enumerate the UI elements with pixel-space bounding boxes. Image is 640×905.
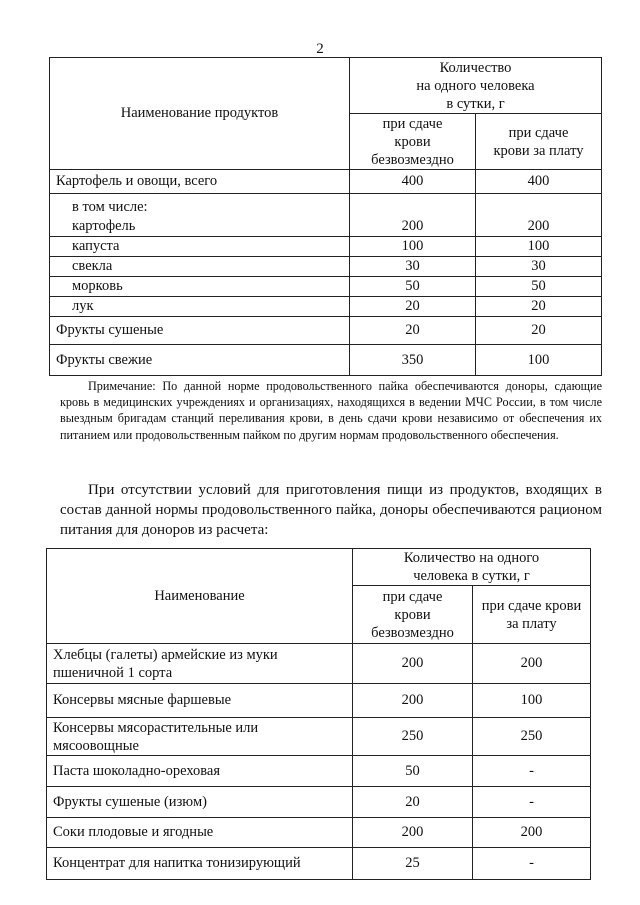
product-name: Фрукты свежие — [50, 345, 350, 376]
paid-value: 20 — [476, 296, 601, 316]
product-name: Соки плодовые и ягодные — [47, 818, 353, 848]
table-row — [50, 345, 602, 376]
paid-value: 100 — [476, 236, 601, 256]
free-value: 30 — [350, 256, 475, 276]
paid-value: - — [473, 787, 591, 818]
table-row — [50, 170, 602, 194]
table-row — [47, 848, 591, 880]
product-name: Консервы мясные фаршевые — [47, 684, 353, 718]
free-value: 250 — [353, 718, 473, 756]
free-value: 350 — [350, 345, 476, 376]
free-value: 50 — [350, 276, 475, 296]
subitem-name: лук — [50, 296, 349, 316]
table-row — [47, 684, 591, 718]
free-value: 20 — [350, 317, 476, 345]
table-row — [47, 787, 591, 818]
header-free-donation: при сдаче крови безвозмездно — [353, 586, 473, 644]
paid-value: - — [473, 756, 591, 787]
paid-value: 50 — [476, 276, 601, 296]
product-name: Фрукты сушеные — [50, 317, 350, 345]
product-name: Хлебцы (галеты) армейские из муки пшеничной 1 сорта — [47, 644, 353, 684]
paid-value: 200 — [527, 218, 550, 234]
free-value: 200 — [353, 684, 473, 718]
free-value: 50 — [353, 756, 473, 787]
free-value: 200 — [353, 644, 473, 684]
donor-ration-table — [46, 548, 591, 880]
paid-value: 30 — [476, 256, 601, 276]
product-name: Паста шоколадно-ореховая — [47, 756, 353, 787]
free-value: 25 — [353, 848, 473, 880]
subitems-free — [350, 194, 476, 317]
table-row — [47, 644, 591, 684]
header-quantity: Количество на одного человека в сутки, г — [353, 549, 591, 586]
page-number: 2 — [316, 41, 324, 57]
subitem-name: свекла — [50, 256, 349, 276]
subitem-name: морковь — [50, 276, 349, 296]
paid-value: - — [473, 848, 591, 880]
subtitle-including: в том числе: — [72, 199, 148, 215]
free-value: 400 — [350, 170, 476, 194]
product-name: Картофель и овощи, всего — [50, 170, 350, 194]
free-value: 20 — [353, 787, 473, 818]
free-value: 100 — [350, 236, 475, 256]
table-row — [50, 317, 602, 345]
product-name: Фрукты сушеные (изюм) — [47, 787, 353, 818]
subitem-name: картофель — [72, 218, 136, 234]
product-name: Концентрат для напитка тонизирующий — [47, 848, 353, 880]
subitem-name: капуста — [50, 236, 349, 256]
subitems-paid — [476, 194, 602, 317]
table-row — [47, 756, 591, 787]
paid-value: 200 — [473, 644, 591, 684]
header-name: Наименование — [47, 549, 353, 644]
paid-value: 400 — [476, 170, 602, 194]
paid-value: 250 — [473, 718, 591, 756]
paid-value: 100 — [473, 684, 591, 718]
free-value: 200 — [353, 818, 473, 848]
product-name: Консервы мясорастительные или мясоовощные — [47, 718, 353, 756]
body-paragraph: При отсутствии условий для приготовления пищи из продуктов, входящих в состав данной нормы продовольственного пайка, доноры обеспечиваются рационом питания для доноров из расчета: — [60, 482, 602, 538]
header-paid-donation: при сдаче крови за плату — [473, 586, 591, 644]
subitems-names — [50, 194, 350, 317]
food-ration-table — [49, 57, 602, 376]
paid-value: 20 — [476, 317, 602, 345]
header-quantity: Количество на одного человека в сутки, г — [350, 58, 602, 114]
note-paragraph: Примечание: По данной норме продовольственного пайка обеспечиваются доноры, сдающие кровь в медицинских учреждениях и организациях, находящихся в ведении МЧС России, в том числе выездным бригадам станций переливания крови, в день сдачи крови независимо от обеспечения их питанием или продовольственным пайком по другим нормам продовольственного обеспечения. — [60, 379, 602, 442]
table-row — [47, 718, 591, 756]
header-product-name: Наименование продуктов — [50, 58, 350, 170]
paid-value: 200 — [473, 818, 591, 848]
paid-value: 100 — [476, 345, 602, 376]
free-value: 200 — [401, 218, 424, 234]
header-free-donation: при сдаче крови безвозмездно — [350, 114, 476, 170]
table-row — [47, 818, 591, 848]
free-value: 20 — [350, 296, 475, 316]
header-paid-donation: при сдаче крови за плату — [476, 114, 602, 170]
table-row-subitems — [50, 194, 602, 317]
